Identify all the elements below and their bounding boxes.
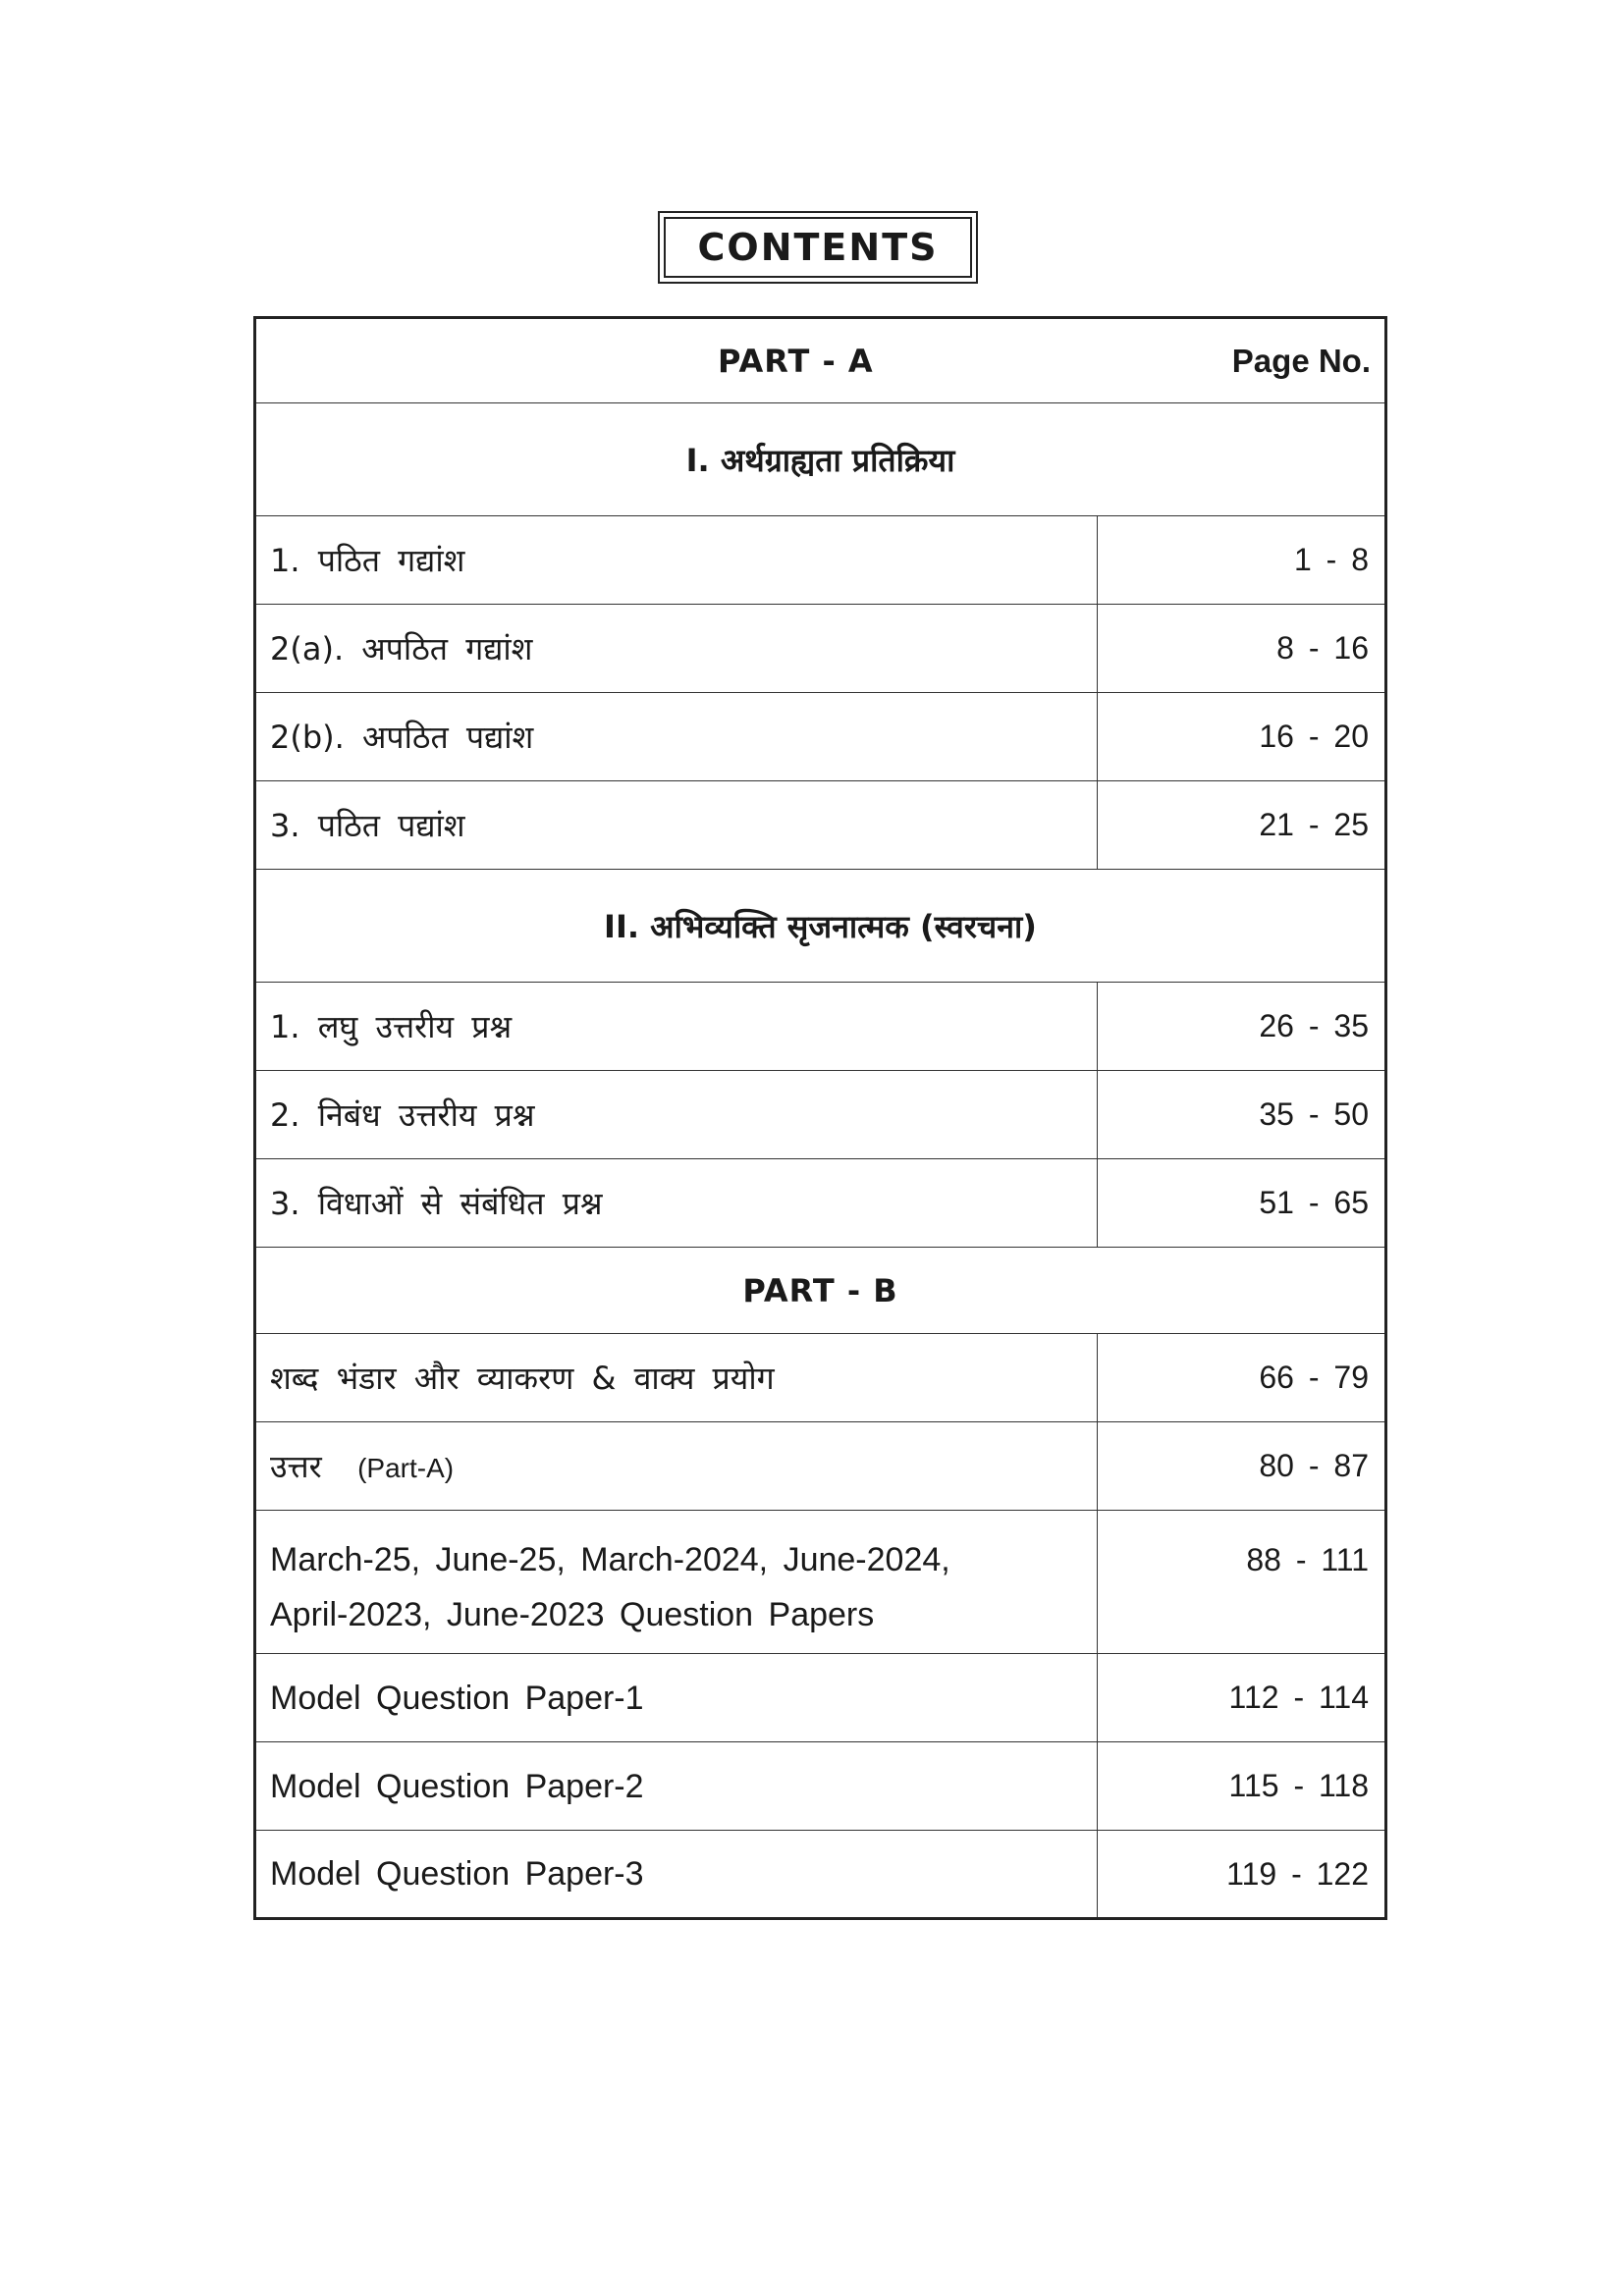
toc-entry-pages: 112 - 114: [1098, 1654, 1386, 1742]
toc-row[interactable]: [255, 605, 1386, 693]
section-2-heading: II. अभिव्यक्ति सृजनात्मक (स्वरचना): [255, 870, 1386, 983]
toc-entry-pages: 66 - 79: [1098, 1334, 1386, 1422]
toc-entry-label: 2(a). अपठित गद्यांश: [255, 605, 1098, 693]
toc-entry-pages: 119 - 122: [1098, 1831, 1386, 1919]
toc-entry-pages: 1 - 8: [1098, 516, 1386, 605]
toc-entry-label: Model Question Paper-3: [255, 1831, 1098, 1919]
contents-title: CONTENTS: [664, 217, 972, 278]
toc-row[interactable]: [255, 1511, 1386, 1654]
toc-entry-label-cell: [255, 1511, 1098, 1654]
toc-entry-pages: 51 - 65: [1098, 1159, 1386, 1248]
contents-table: [253, 316, 1387, 1920]
section-1-heading: I. अर्थग्राह्यता प्रतिक्रिया: [255, 403, 1386, 516]
toc-row[interactable]: [255, 1334, 1386, 1422]
toc-entry-label: 3. पठित पद्यांश: [255, 781, 1098, 870]
toc-entry-label: Model Question Paper-2: [255, 1742, 1098, 1831]
part-b-row: [255, 1248, 1386, 1334]
toc-entry-label: 2(b). अपठित पद्यांश: [255, 693, 1098, 781]
toc-entry-label-suffix: (Part-A): [357, 1453, 455, 1483]
toc-entry-pages: 80 - 87: [1098, 1422, 1386, 1511]
contents-title-box: [658, 211, 978, 284]
toc-entry-pages: 88 - 111: [1098, 1511, 1386, 1654]
page-no-heading: Page No.: [1231, 342, 1371, 379]
toc-entry-label: 1. पठित गद्यांश: [255, 516, 1098, 605]
toc-row[interactable]: [255, 1742, 1386, 1831]
section-heading-row: [255, 870, 1386, 983]
toc-row[interactable]: [255, 1159, 1386, 1248]
toc-entry-label: उत्तर: [270, 1448, 322, 1485]
toc-entry-pages: 8 - 16: [1098, 605, 1386, 693]
toc-entry-label: 3. विधाओं से संबंधित प्रश्न: [255, 1159, 1098, 1248]
toc-row[interactable]: [255, 983, 1386, 1071]
toc-entry-label: 2. निबंध उत्तरीय प्रश्न: [255, 1071, 1098, 1159]
toc-entry-label: 1. लघु उत्तरीय प्रश्न: [255, 983, 1098, 1071]
toc-row[interactable]: [255, 693, 1386, 781]
toc-entry-label-cell: [255, 1422, 1098, 1511]
toc-entry-pages: 115 - 118: [1098, 1742, 1386, 1831]
toc-row[interactable]: [255, 1831, 1386, 1919]
toc-entry-label: शब्द भंडार और व्याकरण & वाक्य प्रयोग: [255, 1334, 1098, 1422]
section-heading-row: [255, 403, 1386, 516]
table-header-row: [255, 318, 1386, 403]
toc-entry-pages: 35 - 50: [1098, 1071, 1386, 1159]
toc-entry-label-line1: March-25, June-25, March-2024, June-2024,: [270, 1541, 950, 1578]
toc-entry-pages: 21 - 25: [1098, 781, 1386, 870]
toc-entry-label-line2: April-2023, June-2023 Question Papers: [270, 1596, 875, 1633]
toc-row[interactable]: [255, 1422, 1386, 1511]
toc-entry-pages: 26 - 35: [1098, 983, 1386, 1071]
part-a-heading: PART - A: [718, 342, 874, 380]
toc-entry-label: Model Question Paper-1: [255, 1654, 1098, 1742]
part-b-heading: PART - B: [255, 1248, 1386, 1334]
toc-entry-pages: 16 - 20: [1098, 693, 1386, 781]
toc-row[interactable]: [255, 1071, 1386, 1159]
toc-row[interactable]: [255, 781, 1386, 870]
table-header-cell: [255, 318, 1386, 403]
toc-row[interactable]: [255, 1654, 1386, 1742]
toc-row[interactable]: [255, 516, 1386, 605]
